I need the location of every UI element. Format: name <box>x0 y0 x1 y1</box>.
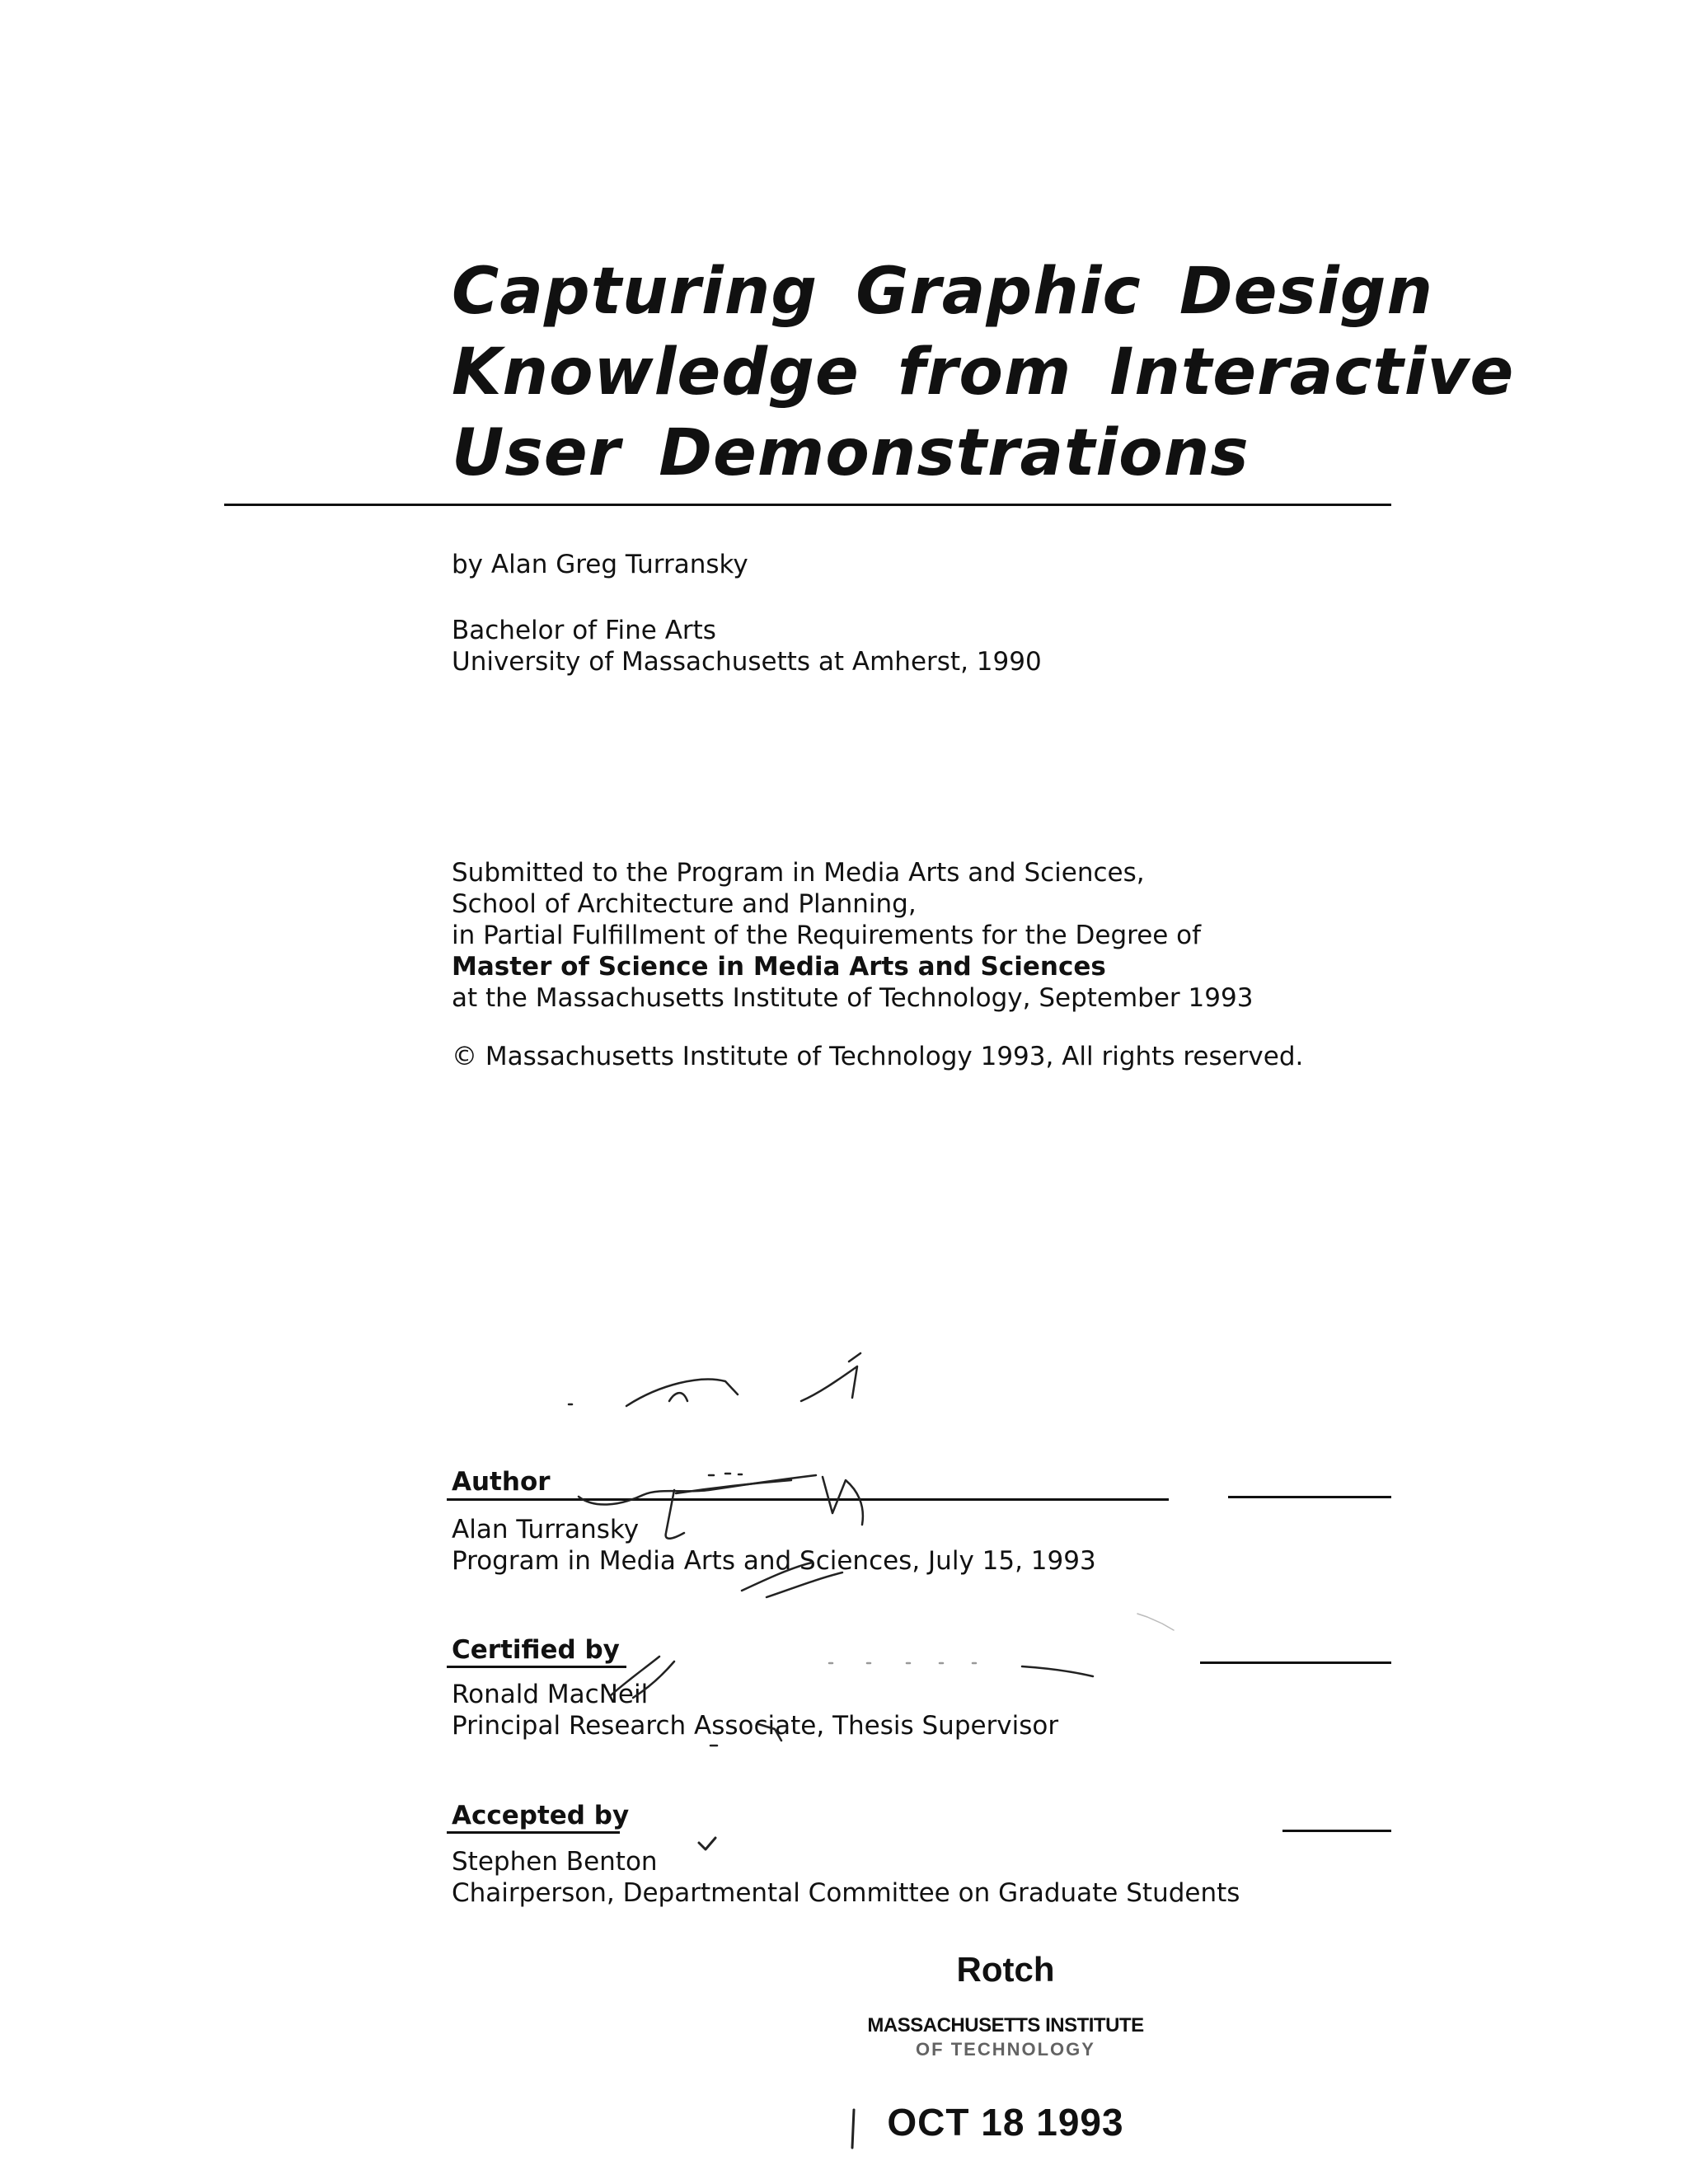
chair-role: Chairperson, Departmental Committee on Graduate Students <box>452 1878 1240 1908</box>
scribble-mark <box>669 1393 687 1401</box>
submission-line: in Partial Fulfillment of the Requirements for the Degree of <box>452 921 1202 950</box>
accepted-date-line <box>1282 1830 1391 1832</box>
certified-signature-line-right <box>1200 1661 1391 1664</box>
certified-signature-line-left <box>447 1666 626 1668</box>
author-signature <box>676 1480 791 1493</box>
degree: Bachelor of Fine Arts <box>452 616 716 645</box>
author-signature <box>709 1474 742 1475</box>
library-stamp-institute-line2: OF TECHNOLOGY <box>916 2039 1095 2060</box>
supervisor-name: Ronald MacNeil <box>452 1680 649 1709</box>
supervisor-role: Principal Research Associate, Thesis Supervisor <box>452 1711 1059 1741</box>
accepted-heading: Accepted by <box>452 1801 630 1830</box>
submission-line: at the Massachusetts Institute of Technology, September 1993 <box>452 983 1254 1013</box>
scribble-mark <box>801 1366 857 1401</box>
library-stamp-date: OCT 18 1993 <box>887 2101 1124 2144</box>
prior-degree <box>452 615 1042 677</box>
author-heading: Author <box>452 1467 551 1497</box>
copyright <box>452 1041 1303 1072</box>
scribble-mark <box>849 1353 860 1361</box>
library-stamp-institute: MASSACHUSETTS INSTITUTE <box>867 2014 1144 2036</box>
title-divider <box>224 504 1391 506</box>
author-date-line <box>1228 1496 1391 1498</box>
author-name: Alan Turransky <box>452 1515 640 1544</box>
library-stamp-name: Rotch <box>956 1950 1055 1989</box>
certified-details <box>452 1679 1058 1741</box>
certified-signature <box>1022 1666 1093 1676</box>
author-signature-line <box>447 1498 1169 1501</box>
submission-line: School of Architecture and Planning, <box>452 889 917 919</box>
title-line: User Demonstrations <box>452 416 1250 490</box>
institution: University of Massachusetts at Amherst, 1990 <box>452 647 1042 677</box>
certified-heading: Certified by <box>452 1635 620 1665</box>
copyright-text: © Massachusetts Institute of Technology 1993, All rights reserved. <box>452 1042 1304 1071</box>
author-info <box>452 549 748 580</box>
accepted-signature-line-left <box>447 1831 620 1834</box>
title-line: Knowledge from Interactive <box>452 335 1515 410</box>
author-details <box>452 1514 1096 1577</box>
scan-dots <box>1137 1614 1174 1630</box>
author-role: Program in Media Arts and Sciences, July 15, 1993 <box>452 1546 1096 1576</box>
title-line: Capturing Graphic Design <box>452 255 1434 329</box>
thesis-title <box>452 251 1523 494</box>
submission-statement <box>452 857 1253 1014</box>
accepted-details <box>452 1846 1240 1909</box>
byline: by Alan Greg Turransky <box>452 550 748 579</box>
degree-name: Master of Science in Media Arts and Sciences <box>452 952 1106 982</box>
scribble-mark <box>626 1380 738 1406</box>
chair-name: Stephen Benton <box>452 1847 658 1877</box>
submission-line: Submitted to the Program in Media Arts and Sciences, <box>452 858 1145 888</box>
